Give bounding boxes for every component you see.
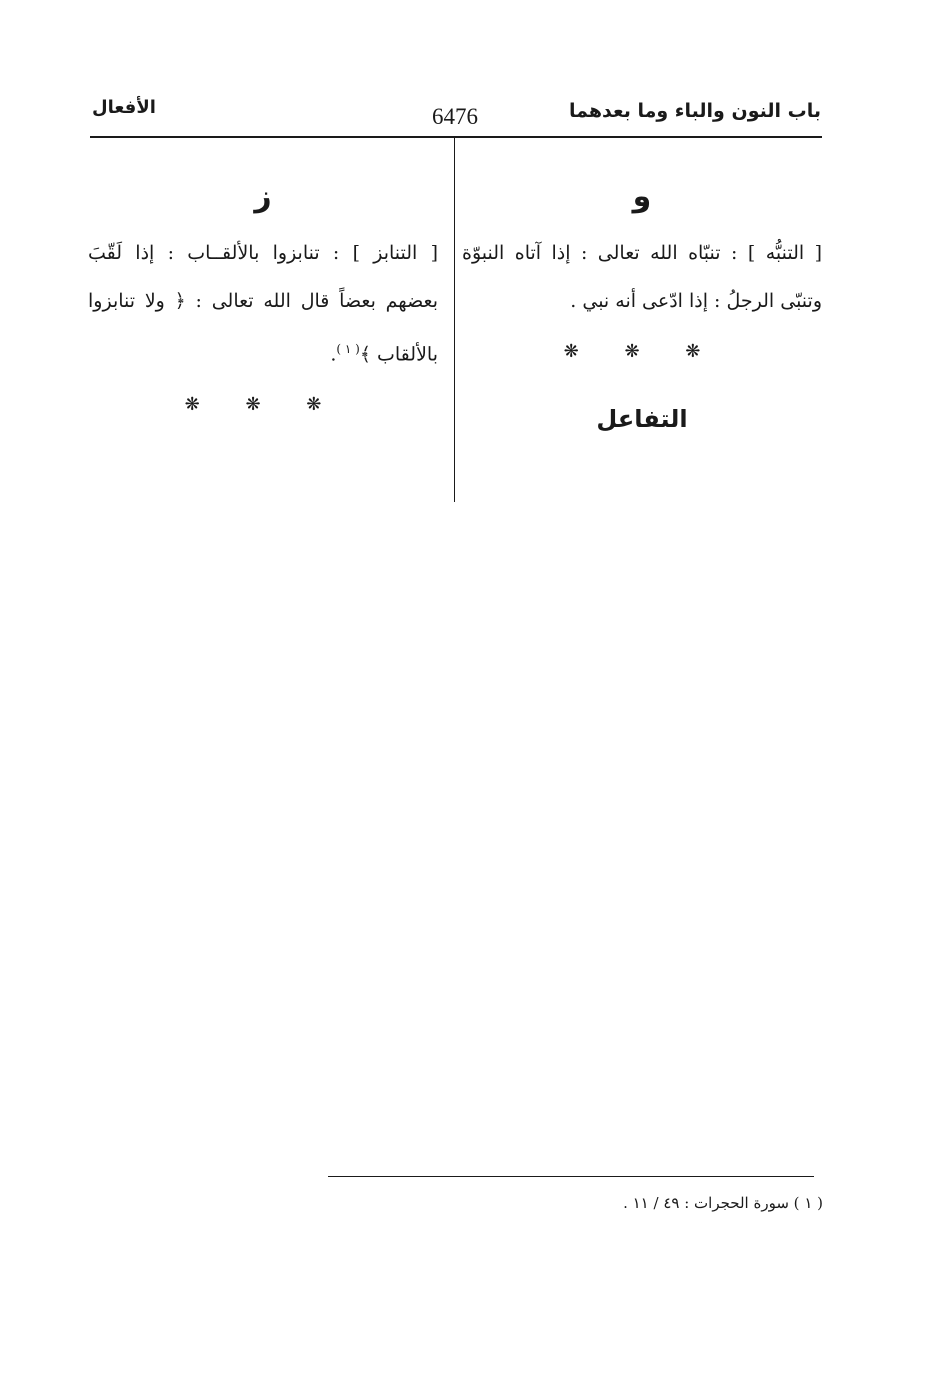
dictionary-entry: [ التنبُّه ] : تنبّاه الله تعالى : إذا آتاه النبوّة وتنبّى الرجلُ : إذا ادّعى أنه نبي .	[462, 242, 822, 312]
section-letter: و	[632, 179, 652, 214]
section-title: الأفعال	[92, 97, 156, 118]
entry-body: [ التنابز ] : تنابزوا بالألقــاب : إذا لَقّبَ بعضهم بعضاً قال الله تعالى : ﴿ ولا تنابزوا بالألقاب ﴾	[88, 242, 438, 366]
footnote: ( ١ ) سورة الحجرات : ٤٩ / ١١ .	[623, 1194, 823, 1212]
footnote-marker: ( ١ )	[336, 342, 360, 356]
entry-end: .	[330, 343, 337, 366]
chapter-title: باب النون والباء وما بعدهما	[568, 100, 821, 122]
section-heading: التفاعل	[596, 405, 688, 433]
right-column	[462, 175, 822, 439]
column-divider	[454, 138, 455, 502]
left-column	[88, 175, 438, 420]
header-rule	[90, 136, 822, 138]
dictionary-entry	[88, 229, 438, 378]
section-separator: ❋ ❋ ❋	[184, 394, 342, 416]
section-letter: ز	[254, 179, 272, 214]
section-separator: ❋ ❋ ❋	[563, 341, 721, 362]
page-number: 6476	[432, 104, 478, 129]
footnote-rule	[328, 1176, 814, 1177]
